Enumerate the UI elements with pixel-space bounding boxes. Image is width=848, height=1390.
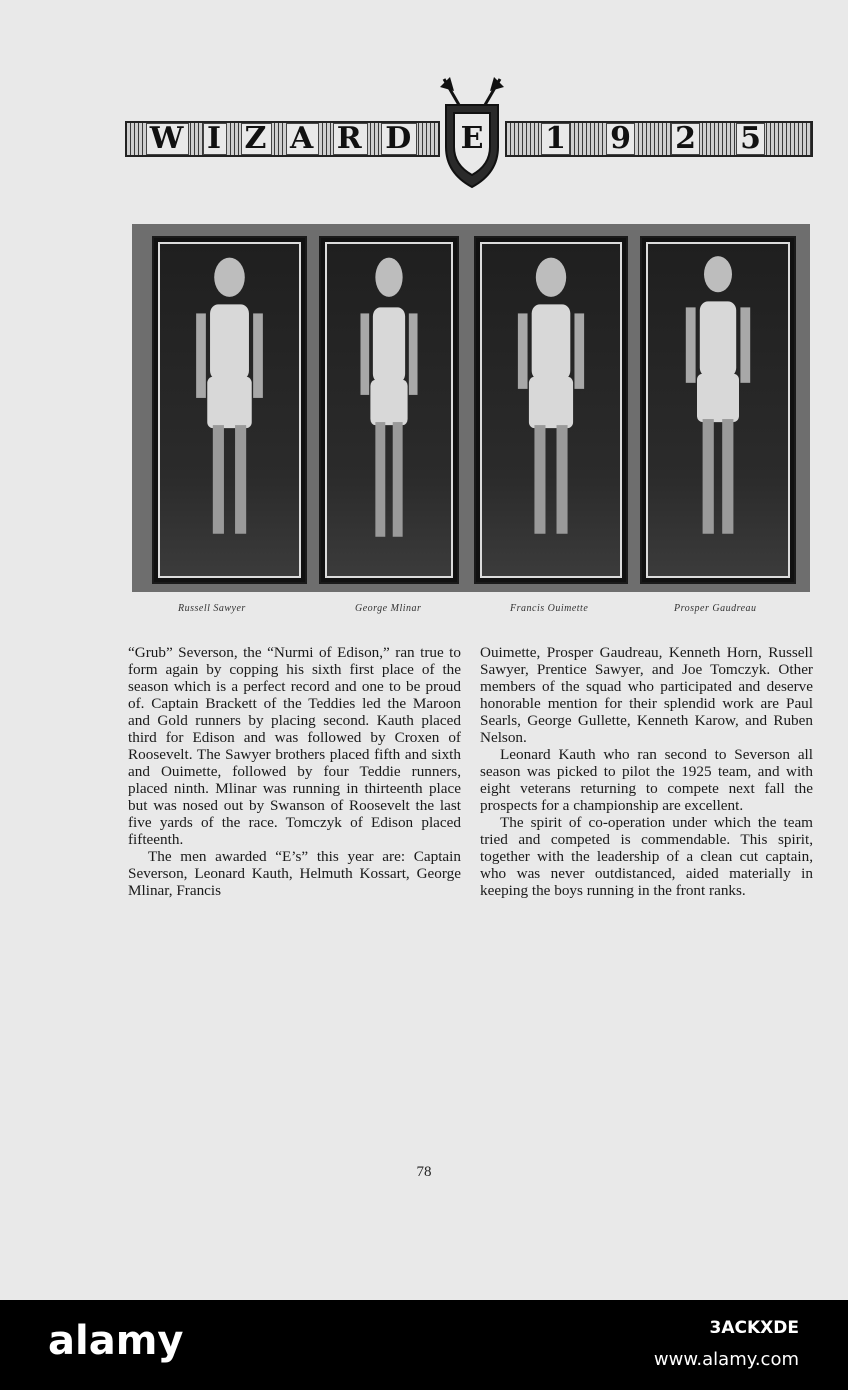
shield-letter: E [460,120,484,156]
title-letter: W [146,123,190,155]
article-right-column [480,644,813,899]
photo-caption: George Mlinar [355,603,422,614]
article-paragraph: Ouimette, Prosper Gaudreau, Kenneth Horn, Russell Sawyer, Prentice Sawyer, and Joe Tomczyk. Other members of the squad who participated and deserve honorable mention for their splendid work are Paul Searls, George Gullette, Kenneth Karow, and Ruben Nelson. [480,644,813,746]
year-digit: 5 [736,123,765,155]
year-bar [505,121,813,157]
article-paragraph: Leonard Kauth who ran second to Severson all season was picked to pilot the 1925 team, and with eight veterans returning to compete next fall the prospects for a championship are excellent. [480,746,813,814]
photo-caption: Prosper Gaudreau [674,603,757,614]
year-digits [523,123,783,155]
title-letter: R [333,123,368,155]
article-paragraph: “Grub” Severson, the “Nurmi of Edison,” ran true to form again by copping his sixth first place of the season which is a perfect record and one to be proud of. Captain Brackett of the Teddies led the Maroon and Gold runners by placing second. Kauth placed third for Edison and was followed by Croxen of Roosevelt. The Sawyer brothers placed fifth and sixth and Ouimette, followed by four Teddie runners, placed ninth. Mlinar was running in thirteenth place but was nosed out by Swanson of Roosevelt the last five yards of the race. Tomczyk of Edison placed fifteenth. [128,644,461,848]
photo-russell-sawyer [152,236,307,584]
runner-photo-strip [132,224,810,592]
photo-caption: Francis Ouimette [510,603,589,614]
article-left-column [128,644,461,899]
title-word [139,123,424,155]
photo-caption: Russell Sawyer [178,603,246,614]
article-paragraph: The men awarded “E’s” this year are: Captain Severson, Leonard Kauth, Helmuth Kossart, George Mlinar, Francis [128,848,461,899]
title-letter: I [203,123,227,155]
year-digit: 9 [606,123,635,155]
crest-shield-icon [436,77,508,189]
footer-url: www.alamy.com [653,1349,799,1370]
photo-francis-ouimette [474,236,628,584]
photo-prosper-gaudreau [640,236,796,584]
title-bar [125,121,440,157]
photo-george-mlinar [319,236,459,584]
title-letter: D [381,123,417,155]
year-digit: 1 [541,123,570,155]
title-letter: Z [241,123,273,155]
page-number: 78 [416,1164,432,1180]
image-code: 3ACKXDE [709,1318,799,1338]
alamy-logo: alamy [48,1318,184,1364]
wizard-1925-banner [125,117,813,163]
title-letter: A [286,123,319,155]
year-digit: 2 [671,123,700,155]
article-paragraph: The spirit of co-operation under which the team tried and competed is commendable. This spirit, together with the leadership of a clean cut captain, who was never outdistanced, aided materially in keeping the boys running in the front ranks. [480,814,813,899]
